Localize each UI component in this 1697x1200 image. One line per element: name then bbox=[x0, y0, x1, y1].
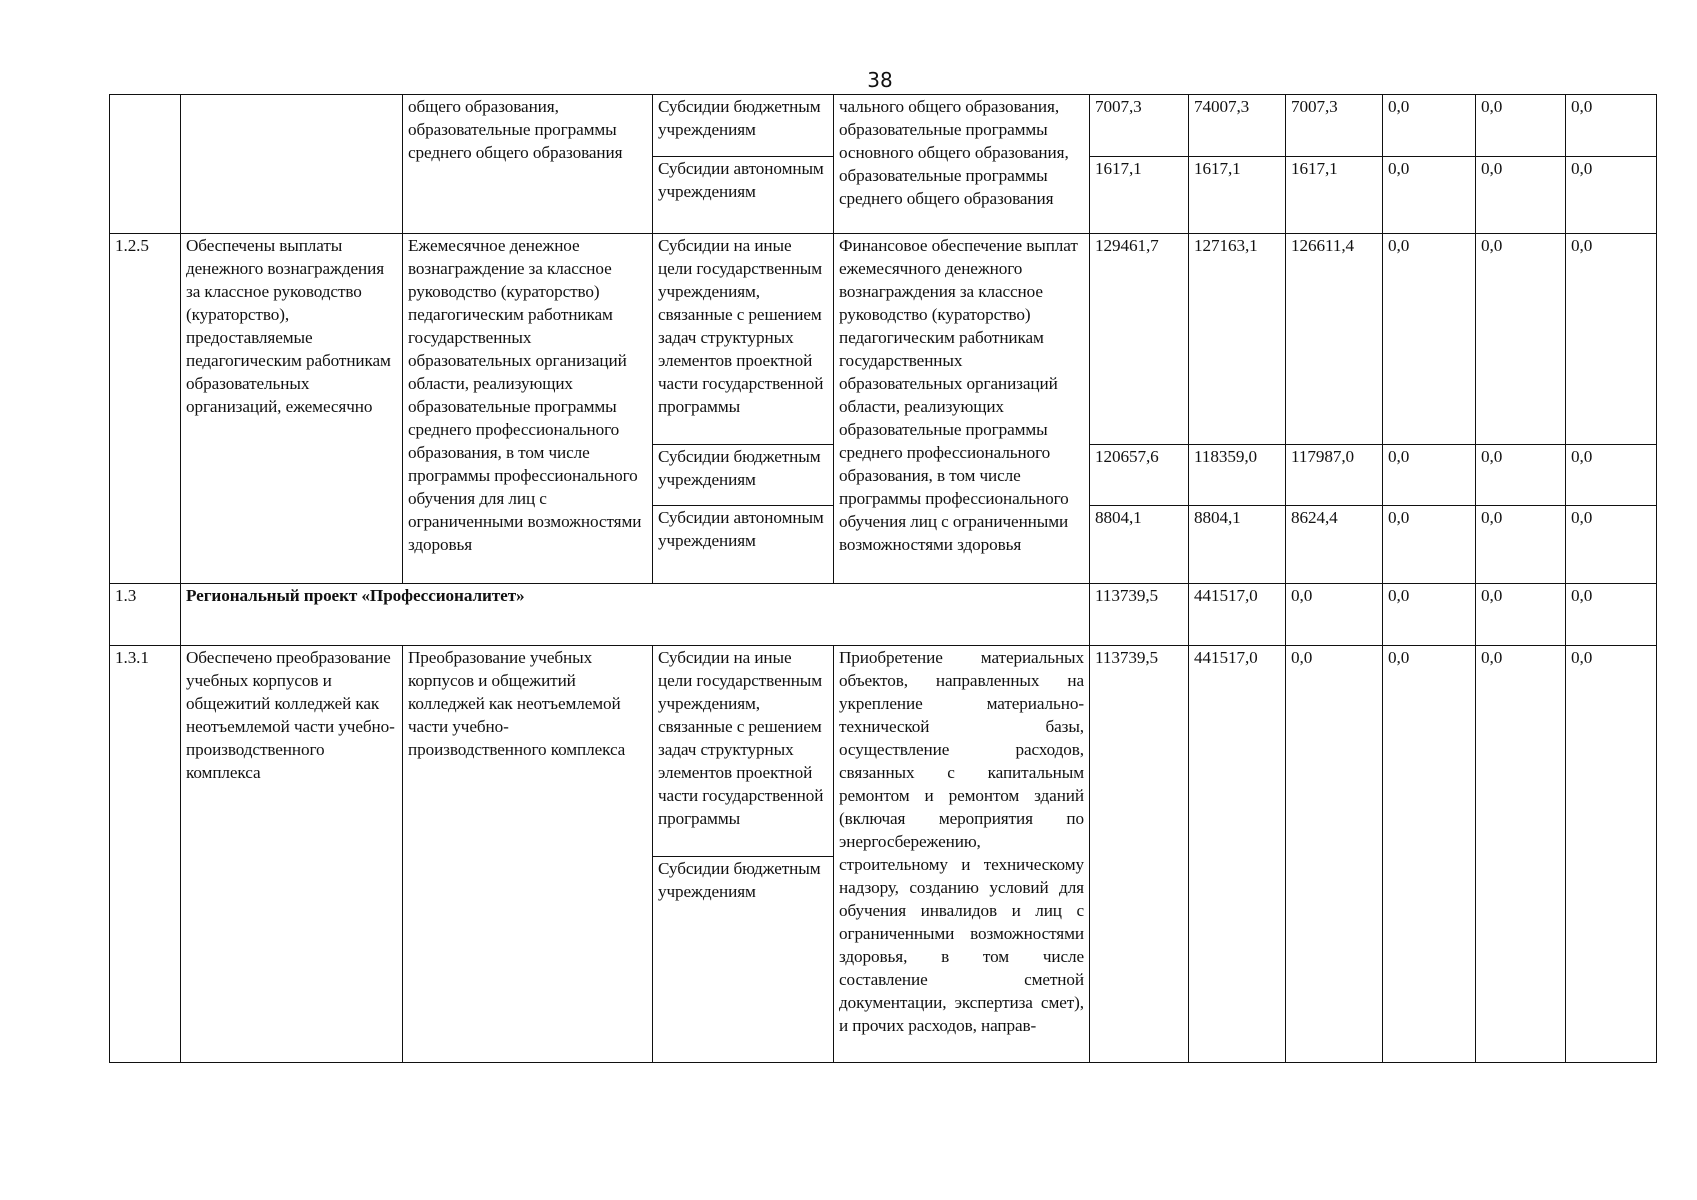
cell-value: 0,0 bbox=[1566, 506, 1657, 584]
cell-value: 0,0 bbox=[1566, 646, 1657, 1063]
cell-value: 0,0 bbox=[1566, 95, 1657, 157]
cell-result bbox=[181, 95, 403, 234]
cell-activity: Преобразование учебных корпусов и общежитий колледжей как неотъемлемой части учебно-производственного комплекса bbox=[403, 646, 653, 1063]
cell-value: 0,0 bbox=[1476, 445, 1566, 506]
cell-num: 1.2.5 bbox=[110, 234, 181, 584]
cell-source: Субсидии на иные цели государственным учреждениям, связанные с решением задач структурных элементов проектной части государственной программы bbox=[653, 646, 834, 857]
cell-value: 120657,6 bbox=[1090, 445, 1189, 506]
cell-result: Обеспечены выплаты денежного вознаграждения за классное руководство (кураторство), предоставляемые педагогическим работникам образовательных организаций, ежемесячно bbox=[181, 234, 403, 584]
cell-value: 1617,1 bbox=[1286, 157, 1383, 234]
cell-value: 1617,1 bbox=[1090, 157, 1189, 234]
cell-purpose: чального общего образования, образовательные программы основного общего образования, образовательные программы среднего общего образования bbox=[834, 95, 1090, 234]
cell-source: Субсидии на иные цели государственным учреждениям, связанные с решением задач структурных элементов проектной части государственной программы bbox=[653, 234, 834, 445]
cell-value: 0,0 bbox=[1383, 584, 1476, 646]
cell-value: 8624,4 bbox=[1286, 506, 1383, 584]
table-row bbox=[110, 95, 1657, 157]
cell-value: 0,0 bbox=[1476, 506, 1566, 584]
cell-value: 0,0 bbox=[1383, 234, 1476, 445]
cell-value: 0,0 bbox=[1566, 584, 1657, 646]
cell-value: 0,0 bbox=[1383, 445, 1476, 506]
table-row bbox=[110, 234, 1657, 445]
cell-value: 117987,0 bbox=[1286, 445, 1383, 506]
cell-value: 7007,3 bbox=[1090, 95, 1189, 157]
cell-value: 0,0 bbox=[1566, 445, 1657, 506]
cell-source: Субсидии бюджетным учреждениям bbox=[653, 95, 834, 157]
cell-value: 0,0 bbox=[1383, 95, 1476, 157]
cell-value: 441517,0 bbox=[1189, 584, 1286, 646]
cell-num: 1.3 bbox=[110, 584, 181, 646]
cell-value: 8804,1 bbox=[1189, 506, 1286, 584]
cell-value: 0,0 bbox=[1476, 157, 1566, 234]
cell-result: Обеспечено преобразование учебных корпусов и общежитий колледжей как неотъемлемой части учебно-производственного комплекса bbox=[181, 646, 403, 1063]
table-row bbox=[110, 584, 1657, 646]
cell-value: 0,0 bbox=[1566, 234, 1657, 445]
table-row bbox=[110, 646, 1657, 857]
cell-source: Субсидии бюджетным учреждениям bbox=[653, 857, 834, 1063]
cell-value: 129461,7 bbox=[1090, 234, 1189, 445]
cell-value: 113739,5 bbox=[1090, 584, 1189, 646]
cell-value: 0,0 bbox=[1476, 95, 1566, 157]
cell-value: 0,0 bbox=[1566, 157, 1657, 234]
cell-value: 0,0 bbox=[1476, 234, 1566, 445]
cell-value: 441517,0 bbox=[1189, 646, 1286, 1063]
cell-value: 8804,1 bbox=[1090, 506, 1189, 584]
cell-num: 1.3.1 bbox=[110, 646, 181, 1063]
cell-value: 0,0 bbox=[1286, 646, 1383, 1063]
cell-num bbox=[110, 95, 181, 234]
cell-value: 0,0 bbox=[1286, 584, 1383, 646]
cell-source: Субсидии автономным учреждениям bbox=[653, 506, 834, 584]
page-number: 38 bbox=[867, 68, 893, 92]
cell-value: 118359,0 bbox=[1189, 445, 1286, 506]
cell-value: 127163,1 bbox=[1189, 234, 1286, 445]
cell-source: Субсидии бюджетным учреждениям bbox=[653, 445, 834, 506]
section-title: Региональный проект «Профессионалитет» bbox=[181, 584, 1090, 646]
cell-value: 126611,4 bbox=[1286, 234, 1383, 445]
cell-source: Субсидии автономным учреждениям bbox=[653, 157, 834, 234]
cell-value: 0,0 bbox=[1383, 646, 1476, 1063]
budget-table bbox=[109, 94, 1657, 1063]
cell-purpose: Приобретение материальных объектов, направленных на укрепление материально-технической базы, осуществление расходов, связанных с капитальным ремонтом и ремонтом зданий (включая мероприятия по энергосбережению, строительному и техническому надзору, созданию условий для обучения инвалидов и лиц с ограниченными возможностями здоровья, в том числе составление сметной документации, экспертиза смет), и прочих расходов, направ- bbox=[834, 646, 1090, 1063]
cell-value: 74007,3 bbox=[1189, 95, 1286, 157]
cell-activity: общего образования, образовательные программы среднего общего образования bbox=[403, 95, 653, 234]
cell-value: 0,0 bbox=[1383, 506, 1476, 584]
cell-value: 1617,1 bbox=[1189, 157, 1286, 234]
cell-value: 0,0 bbox=[1476, 646, 1566, 1063]
cell-value: 0,0 bbox=[1476, 584, 1566, 646]
cell-value: 113739,5 bbox=[1090, 646, 1189, 1063]
cell-value: 0,0 bbox=[1383, 157, 1476, 234]
cell-value: 7007,3 bbox=[1286, 95, 1383, 157]
cell-purpose: Финансовое обеспечение выплат ежемесячного денежного вознаграждения за классное руководство (кураторство) педагогическим работникам государственных образовательных организаций области, реализующих образовательные программы среднего профессионального образования, в том числе программы профессионального обучения лиц с ограниченными возможностями здоровья bbox=[834, 234, 1090, 584]
cell-activity: Ежемесячное денежное вознаграждение за классное руководство (кураторство) педагогическим работникам государственных образовательных организаций области, реализующих образовательные программы среднего профессионального образования, в том числе программы профессионального обучения для лиц с ограниченными возможностями здоровья bbox=[403, 234, 653, 584]
